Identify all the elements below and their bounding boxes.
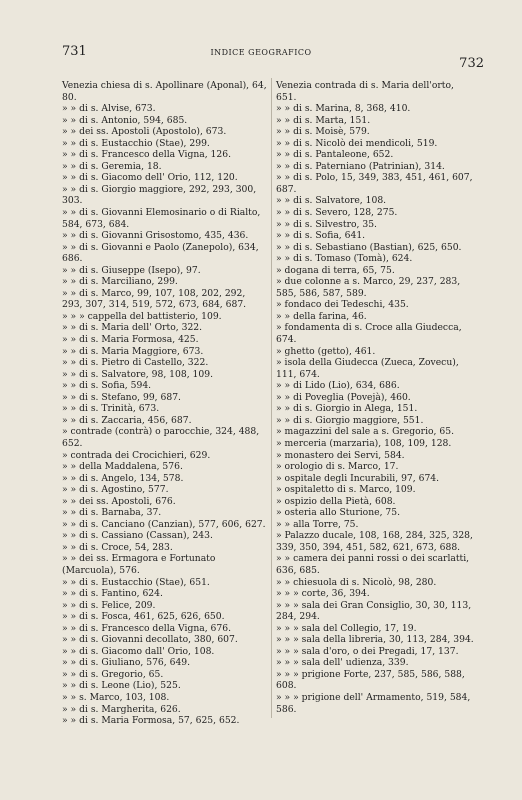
index-entry: » » di s. Zaccaria, 456, 687. bbox=[62, 414, 192, 426]
index-entry: » » di s. Severo, 128, 275. bbox=[276, 207, 398, 219]
index-entry: » » di s. Francesco della Vigna, 676. bbox=[62, 622, 232, 634]
index-entry: » » » sala della libreria, 30, 113, 284, 394. bbox=[276, 634, 474, 646]
index-entry: » » di s. Sofia, 641. bbox=[276, 230, 366, 242]
index-entry: » » di s. Marina, 8, 368, 410. bbox=[276, 103, 411, 115]
index-entry: » fondaco dei Tedeschi, 435. bbox=[276, 299, 409, 311]
index-entry: » » s. Marco, 103, 108. bbox=[62, 691, 170, 703]
index-entry: » dogana di terra, 65, 75. bbox=[276, 264, 395, 276]
page-header bbox=[0, 44, 522, 71]
index-entry: » fondamenta di s. Croce alla Giudecca, 674. bbox=[276, 322, 462, 346]
index-entry: » » di s. Trinità, 673. bbox=[62, 403, 160, 415]
index-entry: » » di s. Barnaba, 37. bbox=[62, 507, 162, 519]
index-entry: » » di s. Felice, 209. bbox=[62, 599, 156, 611]
index-entry: » » di s. Marciliano, 299. bbox=[62, 276, 178, 288]
index-entry: » » di s. Antonio, 594, 685. bbox=[62, 114, 188, 126]
index-entry: Venezia chiesa di s. Apollinare (Aponal), 64, 80. bbox=[62, 80, 267, 103]
index-entry: » » di s. Giovanni e Paolo (Zanepolo), 634, 686. bbox=[62, 241, 259, 265]
index-entry: » » di s. Salvatore, 98, 108, 109. bbox=[62, 368, 214, 380]
index-entry: » due colonne a s. Marco, 29, 237, 283, 585, 586, 587, 589. bbox=[276, 276, 461, 299]
index-entry: » » di s. Eustacchio (Stae), 651. bbox=[62, 576, 210, 588]
index-entry: » » di s. Tomaso (Tomà), 624. bbox=[276, 253, 413, 265]
page-number-left: 731 bbox=[62, 44, 87, 59]
index-entry: » » di s. Geremia, 18. bbox=[62, 160, 162, 172]
index-entry: » » di s. Stefano, 99, 687. bbox=[62, 391, 181, 403]
index-entry: » osteria allo Sturione, 75. bbox=[276, 507, 401, 519]
index-entry: » magazzini del sale a s. Gregorio, 65. bbox=[276, 426, 454, 438]
index-entry: » » » sala dell' udienza, 339. bbox=[276, 657, 409, 669]
index-entry: » » di s. Agostino, 577. bbox=[62, 484, 169, 496]
index-entry: » » di s. Maria Formosa, 425. bbox=[62, 334, 199, 346]
index-entry: » » di s. Giuseppe (Isepo), 97. bbox=[62, 264, 201, 276]
index-entry: » » di s. Leone (Lio), 525. bbox=[62, 680, 181, 692]
index-entry: » » » prigione Forte, 237, 585, 586, 588, 608. bbox=[276, 668, 465, 692]
index-entry: » » di s. Giovanni Elemosinario o di Rialto, 584, 673, 684. bbox=[62, 207, 261, 230]
index-column-right bbox=[276, 80, 476, 715]
index-column-left bbox=[62, 80, 268, 727]
index-entry: » » di Poveglia (Povejà), 460. bbox=[276, 391, 411, 403]
index-entry: » » di s. Gregorio, 65. bbox=[62, 668, 164, 680]
index-entry: » » di s. Fosca, 461, 625, 626, 650. bbox=[62, 611, 225, 623]
index-entry: » » di s. Giovanni decollato, 380, 607. bbox=[62, 634, 238, 646]
index-entry: » » della Maddalena, 576. bbox=[62, 461, 183, 473]
index-entry: » » di s. Canciano (Canzian), 577, 606, 627. bbox=[62, 518, 266, 530]
index-entry: » » di s. Silvestro, 35. bbox=[276, 218, 377, 230]
index-entry: » » di s. Polo, 15, 349, 383, 451, 461, 607, 687. bbox=[276, 172, 473, 195]
index-entry: » orologio di s. Marco, 17. bbox=[276, 461, 399, 473]
column-divider bbox=[271, 78, 272, 718]
index-entry: » » di s. Maria Formosa, 57, 625, 652. bbox=[62, 715, 240, 727]
index-entry: » » chiesuola di s. Nicolò, 98, 280. bbox=[276, 576, 437, 588]
index-entry: » ghetto (getto), 461. bbox=[276, 345, 376, 357]
index-entry: » » camera dei panni rossi o dei scarlatti, 636, 685. bbox=[276, 553, 470, 576]
index-entry: » » di s. Giovanni Grisostomo, 435, 436. bbox=[62, 230, 249, 242]
index-entry: » » di s. Alvise, 673. bbox=[62, 103, 156, 115]
index-entry: » » di s. Paterniano (Patrinian), 314. bbox=[276, 160, 445, 172]
index-entry: » » di s. Maria dell' Orto, 322. bbox=[62, 322, 203, 334]
index-entry: » » » cappella del battisterio, 109. bbox=[62, 310, 222, 322]
index-entry: » » dei ss. Ermagora e Fortunato (Marcuola), 576. bbox=[62, 553, 216, 576]
index-entry: » » di s. Nicolò dei mendicoli, 519. bbox=[276, 137, 438, 149]
index-entry: » » di s. Giorgio maggiore, 292, 293, 300, 303. bbox=[62, 183, 257, 207]
index-entry: » » di s. Giorgio in Alega, 151. bbox=[276, 403, 418, 415]
index-entry: » » della farina, 46. bbox=[276, 310, 367, 322]
index-entry: » isola della Giudecca (Zueca, Zovecu), 111, 674. bbox=[276, 357, 459, 380]
index-entry: » » di s. Croce, 54, 283. bbox=[62, 541, 173, 553]
index-entry: » ospizio della Pietà, 608. bbox=[276, 495, 396, 507]
index-entry: » » di s. Angelo, 134, 578. bbox=[62, 472, 184, 484]
index-entry: » » di s. Cassiano (Cassan), 243. bbox=[62, 530, 213, 542]
index-entry: » » di s. Sebastiano (Bastian), 625, 650. bbox=[276, 241, 462, 253]
index-entry: » » di s. Salvatore, 108. bbox=[276, 195, 387, 207]
index-entry: » » alla Torre, 75. bbox=[276, 518, 359, 530]
index-entry: » » di s. Giacomo dall' Orio, 108. bbox=[62, 645, 215, 657]
index-entry: » » » sala dei Gran Consiglio, 30, 30, 113, 284, 294. bbox=[276, 599, 472, 623]
index-entry: » ospitale degli Incurabili, 97, 674. bbox=[276, 472, 440, 484]
index-entry: » » di s. Francesco della Vigna, 126. bbox=[62, 149, 232, 161]
index-entry: » » di s. Moisè, 579. bbox=[276, 126, 370, 138]
index-entry: » » di s. Giorgio maggiore, 551. bbox=[276, 414, 424, 426]
index-entry: » » di Lido (Lio), 634, 686. bbox=[276, 380, 400, 392]
index-entry: Venezia contrada di s. Maria dell'orto, 651. bbox=[276, 80, 454, 103]
index-entry: » » di s. Giuliano, 576, 649. bbox=[62, 657, 191, 669]
index-entry: » » » sala del Collegio, 17, 19. bbox=[276, 622, 417, 634]
index-entry: » » di s. Marco, 99, 107, 108, 202, 292, 293, 307, 314, 519, 572, 673, 684, 687. bbox=[62, 287, 247, 311]
index-entry: » » » prigione dell' Armamento, 519, 584, 586. bbox=[276, 691, 471, 715]
index-entry: » » di s. Maria Maggiore, 673. bbox=[62, 345, 204, 357]
index-entry: » » di s. Marta, 151. bbox=[276, 114, 371, 126]
index-entry: » Palazzo ducale, 108, 168, 284, 325, 328, 339, 350, 394, 451, 582, 621, 673, 688. bbox=[276, 530, 473, 553]
index-entry: » » di s. Sofia, 594. bbox=[62, 380, 152, 392]
index-entry: » contrade (contrà) o parocchie, 324, 488, 652. bbox=[62, 426, 260, 449]
index-entry: » » » sala d'oro, o dei Pregadi, 17, 137. bbox=[276, 645, 459, 657]
index-entry: » » » corte, 36, 394. bbox=[276, 588, 370, 600]
index-entry: » » di s. Fantino, 624. bbox=[62, 588, 163, 600]
index-entry: » » di s. Giacomo dell' Orio, 112, 120. bbox=[62, 172, 238, 184]
index-entry: » » dei ss. Apostoli, 676. bbox=[62, 495, 176, 507]
index-entry: » » di s. Eustacchio (Stae), 299. bbox=[62, 137, 210, 149]
index-entry: » » di s. Pietro di Castello, 322. bbox=[62, 357, 209, 369]
index-entry: » merceria (marzaria), 108, 109, 128. bbox=[276, 437, 452, 449]
page-number-right: 732 bbox=[459, 56, 484, 71]
index-entry: » monastero dei Servi, 584. bbox=[276, 449, 405, 461]
index-entry: » » di s. Pantaleone, 652. bbox=[276, 149, 394, 161]
index-entry: » » di s. Margherita, 626. bbox=[62, 703, 181, 715]
index-entry: » contrada dei Crocichieri, 629. bbox=[62, 449, 211, 461]
index-entry: » ospitaletto di s. Marco, 109. bbox=[276, 484, 416, 496]
running-title: INDICE GEOGRAFICO bbox=[210, 48, 312, 57]
index-entry: » » dei ss. Apostoli (Apostolo), 673. bbox=[62, 126, 227, 138]
